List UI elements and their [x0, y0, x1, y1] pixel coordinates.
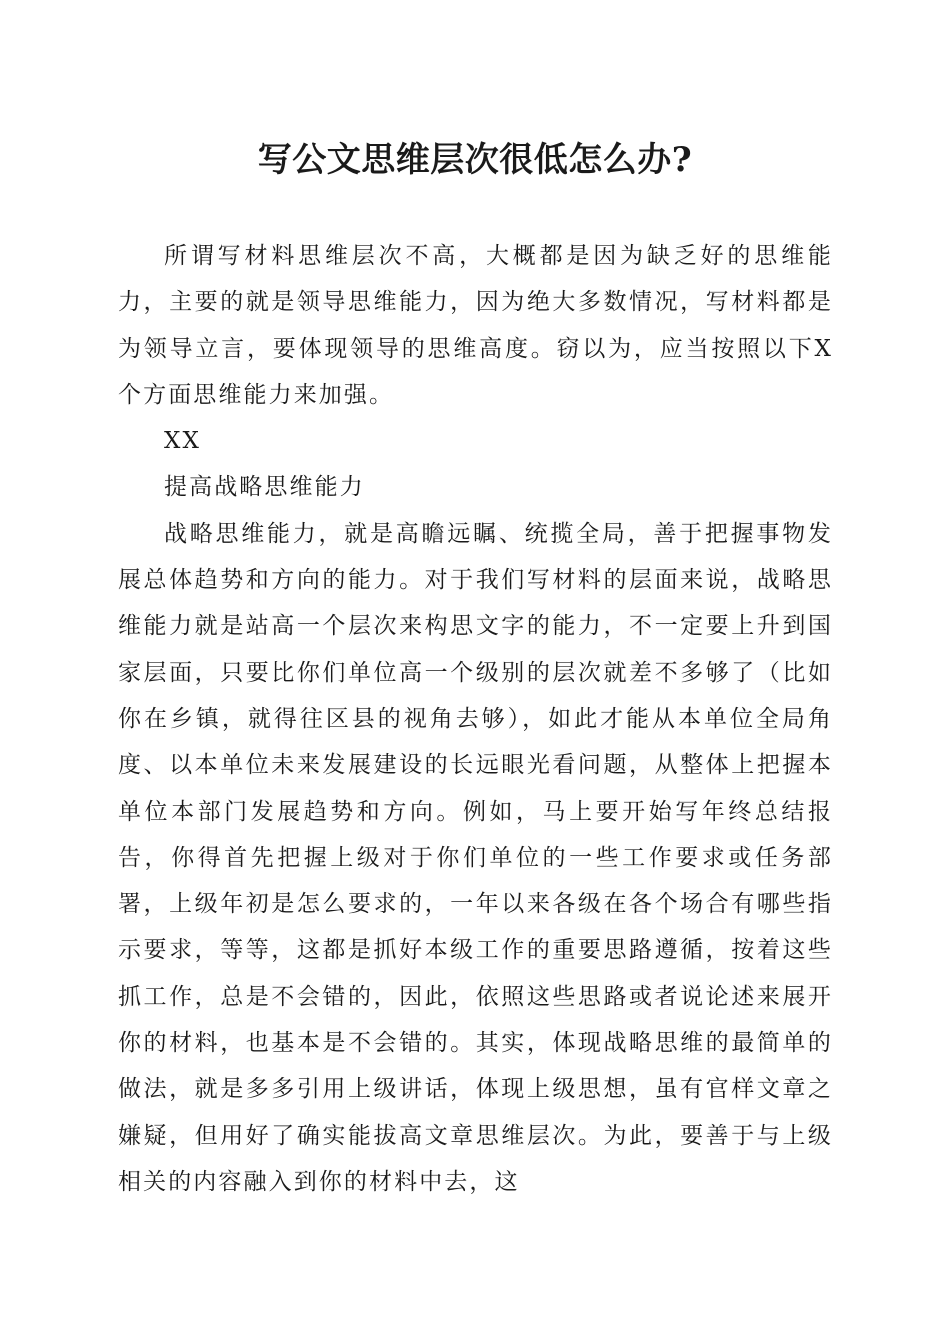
- document-body: [118, 233, 833, 1205]
- section-heading: 提高战略思维能力: [164, 474, 365, 501]
- document-title: 写公文思维层次很低怎么办?: [257, 140, 693, 180]
- intro-paragraph: 所谓写材料思维层次不高，大概都是因为缺乏好的思维能力，主要的就是领导思维能力，因为绝大多数情况，写材料都是为领导立言，要体现领导的思维高度。窃以为，应当按照以下X个方面思维能力来加强。: [118, 243, 833, 408]
- section-number: XX: [164, 428, 201, 455]
- section-paragraph: 战略思维能力，就是高瞻远瞩、统揽全局，善于把握事物发展总体趋势和方向的能力。对于我们写材料的层面来说，战略思维能力就是站高一个层次来构思文字的能力，不一定要上升到国家层面，只要比你们单位高一个级别的层次就差不多够了（比如你在乡镇，就得往区县的视角去够），如此才能从本单位全局角度、以本单位未来发展建设的长远眼光看问题，从整体上把握本单位本部门发展趋势和方向。例如，马上要开始写年终总结报告，你得首先把握上级对于你们单位的一些工作要求或任务部署，上级年初是怎么要求的，一年以来各级在各个场合有哪些指示要求，等等，这都是抓好本级工作的重要思路遵循，按着这些抓工作，总是不会错的，因此，依照这些思路或者说论述来展开你的材料，也基本是不会错的。其实，体现战略思维的最简单的做法，就是多多引用上级讲话，体现上级思想，虽有官样文章之嫌疑，但用好了确实能拔高文章思维层次。为此，要善于与上级相关的内容融入到你的材料中去，这: [118, 520, 833, 1195]
